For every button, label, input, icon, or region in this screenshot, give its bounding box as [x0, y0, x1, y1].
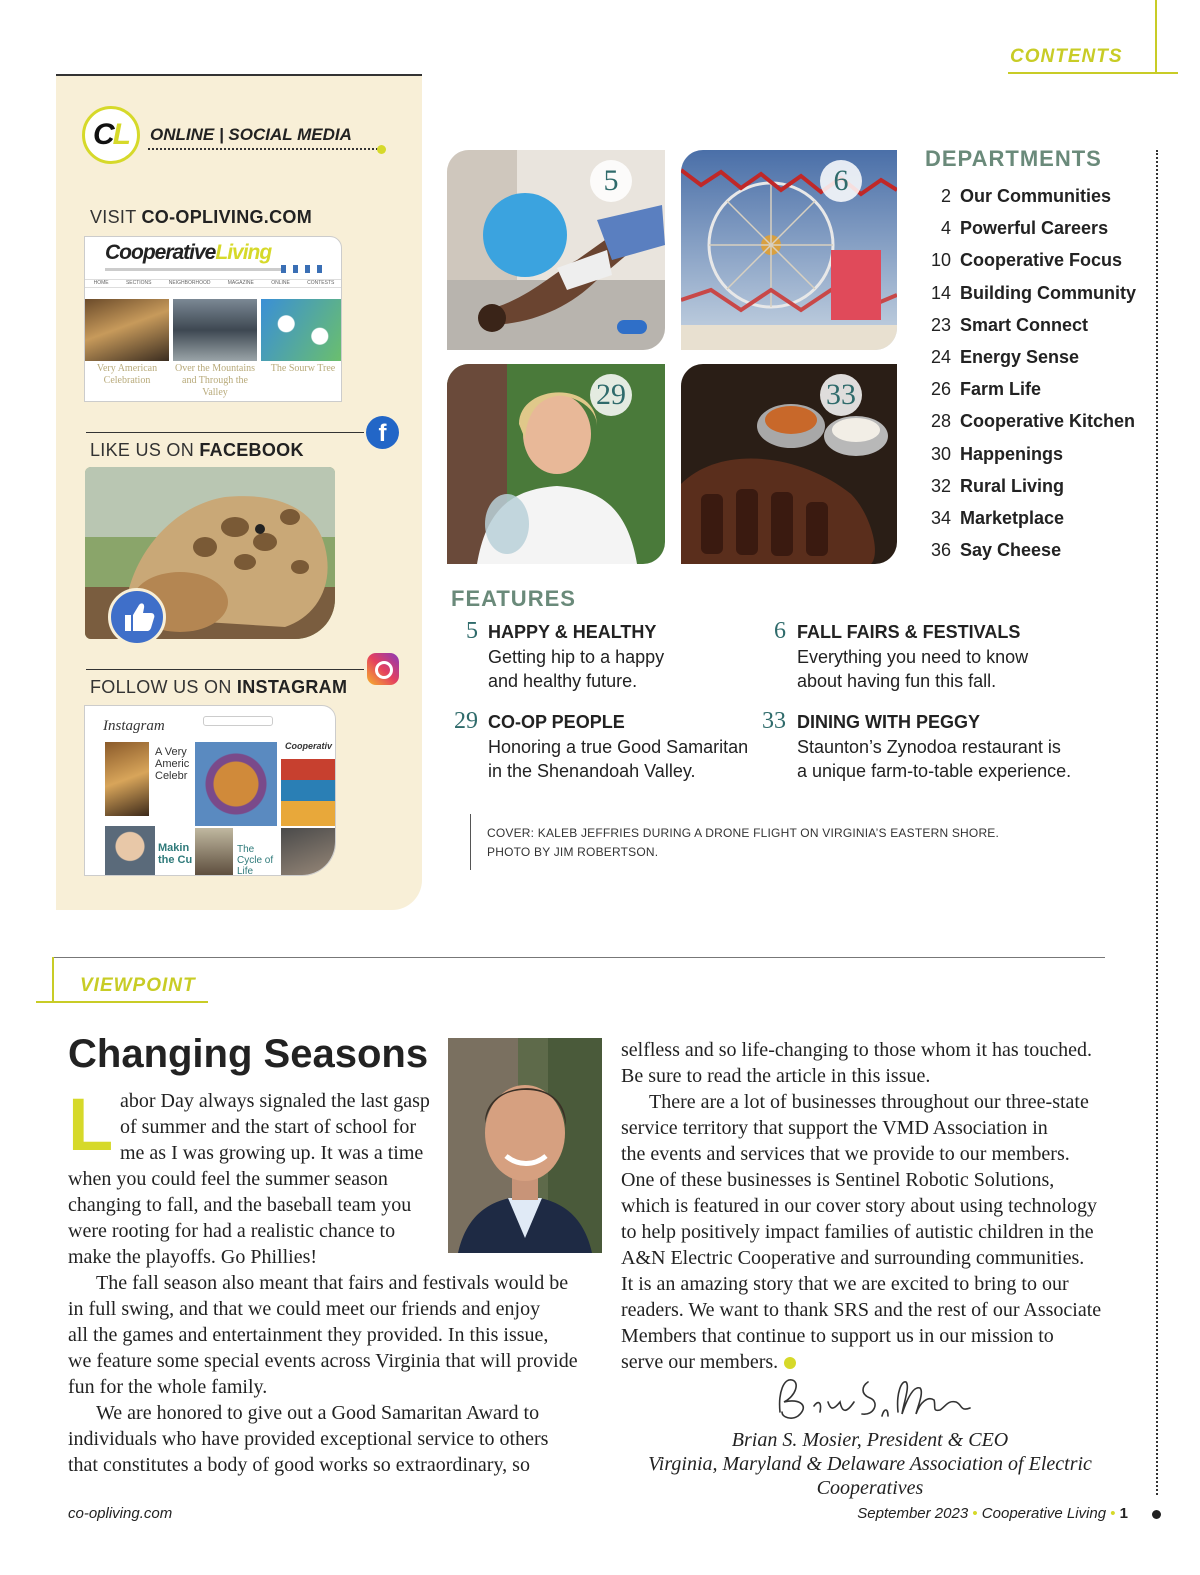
website-social-icons — [281, 265, 325, 273]
department-item[interactable] — [925, 476, 1145, 497]
article-body-line: of summer and the start of school for — [120, 1116, 417, 1138]
department-item[interactable] — [925, 444, 1145, 465]
department-name: Farm Life — [960, 379, 1042, 400]
cover-credit: COVER: KALEB JEFFRIES DURING A DRONE FLIGHT ON VIRGINIA’S EASTERN SHORE. PHOTO BY JIM ROBERTSON. — [487, 826, 1000, 859]
department-name: Energy Sense — [960, 347, 1080, 367]
website-tagline-line — [105, 268, 285, 271]
article-body-line: we feature some special events across Virginia that will provide — [68, 1350, 578, 1372]
photo-badge-29: 29 — [590, 374, 632, 416]
signature-name: Brian S. Mosier, President & CEO — [731, 1429, 1009, 1451]
department-item[interactable] — [925, 186, 1145, 207]
feature-description: Everything you need to know about having fun this fall. — [797, 647, 1029, 691]
photo-badge-6: 6 — [820, 160, 862, 202]
website-screenshot[interactable] — [84, 236, 342, 402]
photo-badge-33: 33 — [820, 374, 862, 416]
article-body-line: changing to fall, and the baseball team you — [68, 1194, 412, 1216]
website-card-title-1: Very American Celebration — [96, 363, 158, 386]
department-name: Rural Living — [960, 475, 1065, 496]
article-body-line: abor Day always signaled the last gasp — [120, 1090, 430, 1112]
article-body-line: make the playoffs. Go Phillies! — [68, 1246, 318, 1268]
article-body-line: We are honored to give out a Good Samaritan Award to — [96, 1402, 540, 1424]
department-name: Smart Connect — [960, 314, 1089, 335]
department-page: 23 — [930, 314, 951, 335]
feature-title[interactable]: CO-OP PEOPLE — [488, 712, 625, 732]
viewpoint-rule-bottom — [36, 1001, 208, 1003]
website-link[interactable]: CO-OPLIVING.COM — [141, 207, 312, 227]
author-photo — [448, 1038, 602, 1253]
viewpoint-label: VIEWPOINT — [80, 975, 196, 996]
online-social-tagline: ONLINE | SOCIAL MEDIA — [150, 125, 352, 144]
dotted-rule-end — [1152, 1510, 1161, 1519]
feature-page: 5 — [466, 618, 478, 644]
tagline-dot — [377, 145, 386, 154]
instagram-tile-9 — [281, 828, 336, 876]
facebook-heading: LIKE US ON FACEBOOK — [90, 440, 304, 460]
department-item[interactable] — [925, 379, 1145, 400]
article-body-line: all the games and entertainment they provided. In this issue, — [68, 1324, 549, 1346]
department-name: Happenings — [960, 443, 1064, 464]
viewpoint-rule-vertical — [52, 957, 54, 1003]
feature-page: 33 — [762, 708, 786, 734]
photo-fall-fairs[interactable] — [681, 150, 897, 350]
contents-rule-vertical — [1155, 0, 1157, 74]
article-body-line: Members that continue to support us in our mission to — [621, 1325, 1054, 1347]
article-body-line: to help positively impact families of autistic children in the — [621, 1221, 1094, 1243]
feature-description: Staunton’s Zynodoa restaurant is a unique farm-to-table experience. — [797, 737, 1072, 781]
article-body-line: readers. We want to thank SRS and the rest of our Associate — [621, 1299, 1102, 1321]
photo-happy-healthy[interactable] — [447, 150, 665, 350]
website-nav: HOME SECTIONS NEIGHBORHOOD MAGAZINE ONLINE CONTESTS — [85, 279, 342, 288]
contents-label: CONTENTS — [1010, 46, 1123, 67]
visit-prefix: VISIT — [90, 207, 142, 227]
instagram-tile-8-text: The Cycle of Life — [237, 844, 274, 876]
article-body-line: There are a lot of businesses throughout our three-state — [649, 1091, 1089, 1113]
signature-organization: Virginia, Maryland & Delaware Association of Electric Cooperatives — [648, 1453, 1092, 1499]
website-card-image-3 — [261, 299, 342, 361]
department-item[interactable] — [925, 315, 1145, 336]
feature-title[interactable]: DINING WITH PEGGY — [797, 712, 981, 732]
instagram-tile-7 — [195, 828, 233, 876]
footer-website[interactable]: co-opliving.com — [68, 1505, 173, 1522]
department-name: Say Cheese — [960, 540, 1062, 561]
article-body-line: fun for the whole family. — [68, 1376, 268, 1398]
feature-description: Honoring a true Good Samaritan in the Shenandoah Valley. — [488, 737, 749, 781]
article-body-line: individuals who have provided exceptional service to others — [68, 1428, 549, 1450]
dotted-margin-rule — [1156, 150, 1158, 1495]
article-body-line: me as I was growing up. It was a time — [120, 1142, 424, 1164]
feature-title[interactable]: HAPPY & HEALTHY — [488, 622, 657, 642]
department-page: 2 — [940, 186, 951, 206]
facebook-link[interactable]: FACEBOOK — [199, 440, 304, 460]
department-page: 24 — [930, 347, 951, 367]
department-item[interactable] — [925, 250, 1145, 271]
facebook-rule — [86, 432, 364, 433]
article-body-line: that constitutes a body of good works so extraordinary, so — [68, 1454, 530, 1476]
article-body-line: when you could feel the summer season — [68, 1168, 388, 1190]
department-name: Marketplace — [960, 508, 1065, 528]
department-page: 28 — [930, 411, 951, 432]
article-body-line: One of these businesses is Sentinel Robotic Solutions, — [621, 1169, 1055, 1191]
department-item[interactable] — [925, 283, 1145, 304]
article-body-line: It is an amazing story that we are excited to bring to our — [621, 1273, 1069, 1295]
website-card-image-2 — [173, 299, 257, 361]
department-page: 36 — [930, 540, 951, 561]
end-mark-dot — [784, 1357, 796, 1369]
photo-dining[interactable] — [681, 364, 897, 564]
photo-co-op-people[interactable] — [447, 364, 665, 564]
feature-title[interactable]: FALL FAIRS & FESTIVALS — [797, 622, 1021, 642]
department-page: 26 — [930, 379, 951, 400]
instagram-tile-2-text: A Very Americ Celebr — [155, 746, 190, 782]
instagram-heading: FOLLOW US ON INSTAGRAM — [90, 677, 348, 697]
article-body-line: which is featured in our cover story about using technology — [621, 1195, 1097, 1217]
feature-page: 29 — [454, 708, 478, 734]
instagram-tile-dog — [195, 742, 277, 826]
article-body-line: were rooting for had a realistic chance to — [68, 1220, 396, 1242]
article-body-line: the events and services that we provide to our members. — [621, 1143, 1070, 1165]
thumbs-up-icon[interactable] — [108, 588, 166, 646]
department-page: 4 — [940, 218, 951, 239]
department-page: 10 — [930, 250, 951, 271]
website-card-title-2: Over the Mountains and Through the Valley — [175, 363, 255, 398]
cover-credit-bar — [470, 814, 471, 870]
cl-logo-l: L — [112, 118, 129, 151]
department-name: Cooperative Focus — [960, 250, 1123, 271]
instagram-screenshot[interactable] — [84, 705, 336, 876]
instagram-tile-6-text: Makin the Cu — [158, 842, 193, 866]
instagram-search-box — [203, 716, 273, 726]
article-body-line: in full swing, and that we could meet our friends and enjoy — [68, 1298, 541, 1320]
department-item[interactable] — [925, 540, 1145, 561]
article-title: Changing Seasons — [68, 1032, 429, 1076]
article-body-line: service territory that support the VMD Association in — [621, 1117, 1048, 1139]
signature-block — [600, 1428, 1140, 1500]
page-number: 1 — [1119, 1505, 1128, 1522]
instagram-tile-4 — [281, 742, 336, 826]
article-body-line: A&N Electric Cooperative and surrounding communities. — [621, 1247, 1085, 1269]
instagram-link[interactable]: INSTAGRAM — [236, 677, 348, 697]
department-item[interactable] — [925, 411, 1145, 432]
department-name: Cooperative Kitchen — [960, 411, 1136, 432]
department-page: 34 — [930, 508, 951, 528]
website-card-title-3: The Sourw Tree — [270, 363, 336, 374]
viewpoint-rule — [52, 957, 1105, 958]
instagram-icon[interactable] — [367, 653, 399, 685]
department-name: Building Community — [960, 282, 1136, 303]
article-body-line: selfless and so life-changing to those whom it has touched. — [621, 1039, 1093, 1061]
instagram-tile-4-text: Cooperativ — [285, 741, 333, 751]
features-title: FEATURES — [451, 586, 576, 611]
instagram-brand: Instagram — [103, 718, 165, 734]
department-name: Powerful Careers — [960, 218, 1109, 239]
article-body-line: Be sure to read the article in this issue. — [621, 1065, 931, 1087]
cl-logo — [82, 106, 140, 164]
drop-cap: L — [68, 1083, 114, 1166]
instagram-rule — [86, 669, 364, 670]
tagline-dotted-rule — [148, 148, 378, 150]
website-brand: CooperativeLiving — [105, 241, 272, 264]
article-body-line: serve our members. — [621, 1349, 796, 1375]
facebook-icon[interactable]: f — [366, 416, 399, 449]
department-page: 30 — [930, 443, 951, 464]
photo-badge-5: 5 — [590, 160, 632, 202]
article-body-line: The fall season also meant that fairs and festivals would be — [96, 1272, 569, 1294]
department-item[interactable] — [925, 218, 1145, 239]
department-item[interactable] — [925, 347, 1145, 368]
feature-page: 6 — [774, 618, 786, 644]
instagram-tile-1 — [105, 742, 149, 816]
handwritten-signature — [770, 1372, 980, 1433]
feature-description: Getting hip to a happy and healthy future. — [488, 647, 665, 691]
department-page: 14 — [930, 282, 951, 303]
visit-website-heading — [90, 207, 312, 228]
department-item[interactable] — [925, 508, 1145, 529]
department-page: 32 — [930, 475, 951, 496]
departments-title: DEPARTMENTS — [925, 146, 1102, 171]
footer-issue: September 2023 • Cooperative Living • 1 — [857, 1505, 1128, 1522]
website-card-image-1 — [85, 299, 169, 361]
contents-rule — [1008, 72, 1178, 74]
instagram-tile-5 — [105, 826, 155, 876]
cl-logo-c: C — [93, 118, 113, 151]
department-name: Our Communities — [960, 186, 1112, 206]
